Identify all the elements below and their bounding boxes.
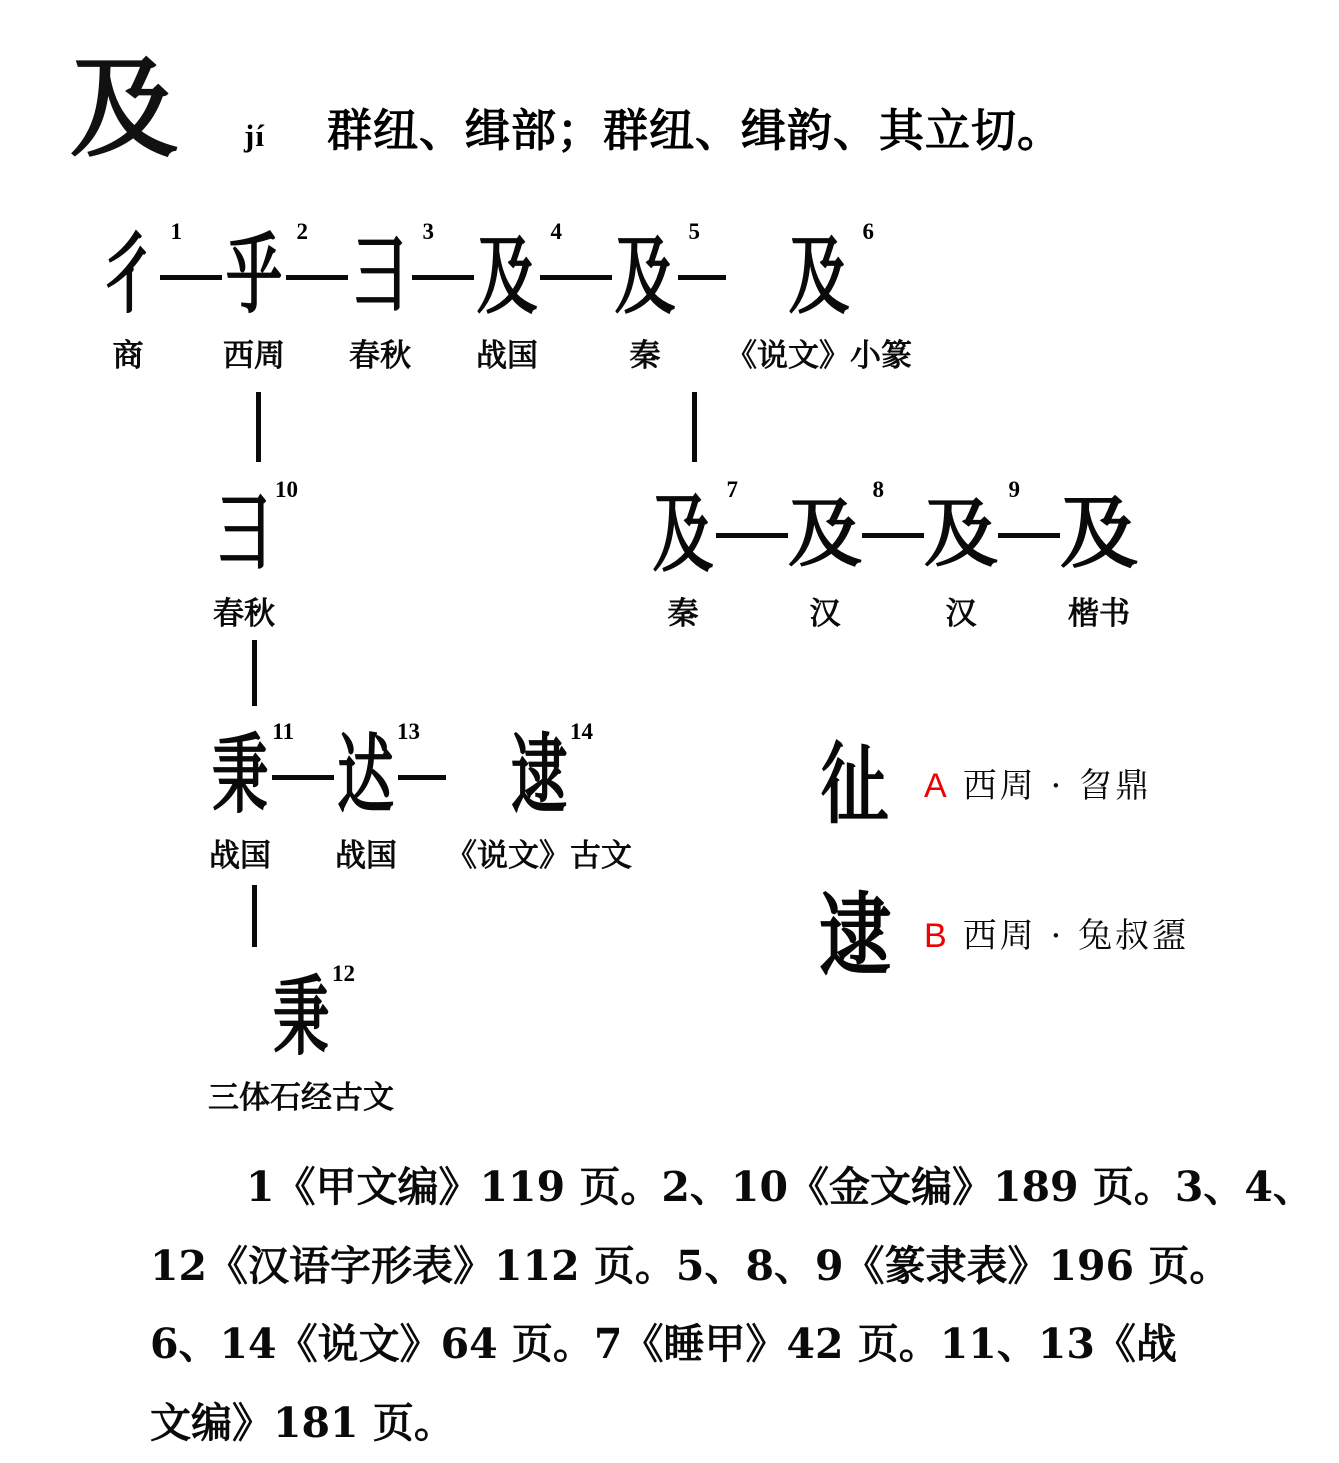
chain-connector-dash [540,275,612,280]
glyph-cell-5 [612,218,700,374]
era-label: 春秋 [349,338,411,374]
ancient-glyph: 乎 [225,224,283,326]
evolution-chain-row-1 [96,218,912,373]
glyph-box [212,476,298,591]
evolution-chain-row-3 [208,718,632,873]
evolution-chain-row-2-right [650,476,1138,631]
annotation-b [800,882,1190,988]
evolution-chain-row-2-left [212,476,298,632]
ancient-glyph: 彐 [351,224,409,326]
pinyin-label: jí [244,118,265,153]
annotation-a [800,732,1153,838]
glyph-index: 7 [726,477,738,502]
glyph-cell-6 [726,218,912,373]
glyph-box [269,960,355,1075]
chain-connector-dash [398,775,446,780]
annotation-source-b: 西周 · 兔叔盨 [962,916,1190,956]
chain-connector-dash [412,275,474,280]
era-label: 楷书 [1068,596,1130,632]
glyph-box [507,718,593,833]
glyph-index: 2 [296,219,308,244]
ancient-glyph: 逮 [510,724,568,826]
glyph-box [474,218,562,333]
chain-connector-dash [862,533,924,538]
phonology-note: 群纽、缉部；群纽、缉韵、其立切。 [326,104,1063,157]
era-label: 战国 [476,338,538,374]
seal-glyph: 及 [476,225,538,326]
glyph-cell-kaishu [1060,476,1138,631]
glyph-cell-3 [348,218,434,374]
glyph-cell-2 [222,218,308,374]
era-label: 战国 [209,838,271,874]
glyph-index: 5 [688,219,700,244]
citation-line: 1《甲文编》119 页。2、10《金文编》189 页。3、4、 [246,1163,1314,1211]
vertical-connector-xizhou-to-chunqiu [256,392,261,462]
chain-connector-dash [678,275,726,280]
glyph-cell-12 [208,960,394,1115]
glyph-box [334,718,420,833]
bronze-inscription-glyph: 逮 [818,882,892,988]
glyph-index: 1 [170,219,182,244]
glyph-index: 13 [397,719,420,744]
entry-header [70,46,1250,180]
era-label: 汉 [945,596,977,632]
glyph-box [924,476,1020,591]
glyph-box [788,476,884,591]
citation-line: 6、14《说文》64 页。7《睡甲》42 页。11、13《战 [150,1320,1177,1369]
annotation-source-a: 西周 · 曶鼎 [962,766,1153,806]
glyph-cell-4 [474,218,562,374]
glyph-box [612,218,700,333]
glyph-box [786,218,874,333]
era-label: 三体石经古文 [208,1080,394,1116]
vertical-connector-chunqiu-to-zhanguo [252,640,257,706]
era-label: 战国 [335,838,397,874]
bronze-inscription-glyph: 𢓊 [818,732,892,838]
chain-connector-dash [272,775,334,780]
glyph-cell-8 [788,476,884,632]
citation-line: 文编》181 页。 [150,1399,455,1448]
chain-connector-dash [160,275,222,280]
ancient-glyph: 秉 [272,966,330,1068]
chain-connector-dash [998,533,1060,538]
glyph-index: 12 [332,961,355,986]
citation-line: 12《汉语字形表》112 页。5、8、9《篆隶表》196 页。 [150,1241,1231,1290]
era-label: 《说文》古文 [446,838,632,874]
glyph-box [650,476,738,591]
glyph-cell-1 [96,218,182,374]
era-label: 西周 [223,338,285,374]
glyph-index: 8 [872,477,884,502]
annotation-letter-b: B [924,917,947,955]
glyph-cell-7 [650,476,738,632]
seal-glyph: 及 [788,225,850,326]
glyph-index: 3 [422,219,434,244]
evolution-chain-row-4 [208,960,394,1115]
glyph-box [1060,476,1138,591]
headword-character: 及 [70,46,179,172]
vertical-connector-seal-to-qin [692,392,697,462]
glyph-box [348,218,434,333]
glyph-index: 14 [570,719,593,744]
era-label: 春秋 [213,596,275,632]
glyph-box [208,718,294,833]
ancient-glyph: 彳 [99,224,157,326]
chain-connector-dash [716,533,788,538]
regular-script-glyph: 及 [1060,487,1139,579]
ancient-glyph: 迖 [337,724,395,826]
ancient-glyph: 秉 [211,724,269,826]
seal-glyph: 及 [652,483,714,584]
clerical-glyph: 及 [924,490,998,577]
glyph-index: 6 [862,219,874,244]
era-label: 商 [112,338,144,374]
glyph-index: 9 [1008,477,1020,502]
glyph-cell-10 [212,476,298,632]
glyph-cell-9 [924,476,1020,632]
glyph-box [222,218,308,333]
glyph-index: 11 [272,719,294,744]
seal-glyph: 及 [614,225,676,326]
ancient-glyph: 彐 [215,482,273,584]
glyph-box [96,218,182,333]
source-citations [150,1148,1314,1463]
chain-connector-dash [286,275,348,280]
glyph-cell-14 [446,718,632,873]
annotation-letter-a: A [924,767,947,805]
era-label: 秦 [667,596,699,632]
era-label: 汉 [809,596,841,632]
glyph-index: 10 [275,477,298,502]
glyph-cell-13 [334,718,420,874]
era-label: 秦 [629,338,661,374]
glyph-cell-11 [208,718,294,874]
clerical-glyph: 及 [788,490,862,577]
era-label: 《说文》小篆 [726,338,912,374]
glyph-index: 4 [550,219,562,244]
vertical-connector-zhanguo-to-shijing [252,885,257,947]
